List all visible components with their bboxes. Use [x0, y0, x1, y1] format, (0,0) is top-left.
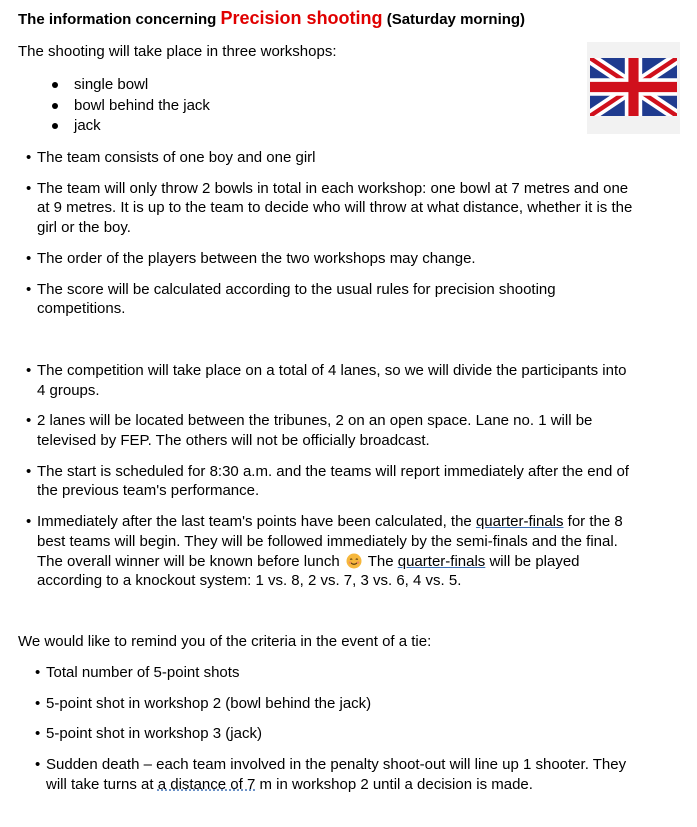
page-title: [18, 8, 525, 29]
rules-list: [24, 148, 634, 591]
list-item: • The competition will take place on a total of 4 lanes, so we will divide the participants into 4 groups.: [24, 361, 634, 400]
distance-term: a distance of 7: [157, 775, 256, 793]
list-item: • The score will be calculated according to the usual rules for precision shooting competitions.: [24, 280, 634, 319]
list-item: • The start is scheduled for 8:30 a.m. and the teams will report immediately after the end of the previous team's performance.: [24, 462, 634, 501]
list-item: jack: [50, 116, 210, 137]
list-item: single bowl: [50, 75, 210, 96]
list-item: • The team consists of one boy and one girl: [24, 148, 634, 168]
list-item: • The order of the players between the two workshops may change.: [24, 249, 634, 269]
workshop-list: [50, 75, 210, 137]
list-item: • 5-point shot in workshop 2 (bowl behind the jack): [34, 694, 634, 714]
list-item: bowl behind the jack: [50, 96, 210, 117]
list-item-finals: • Immediately after the last team's points have been calculated, the quarter-finals for the 8 best teams will begin. They will be followed immediately by the semi-finals and the final. The overall winner will be known before lunch The quarter-finals will be played according to a knockout system: 1 vs. 8, 2 vs. 7, 3 vs. 6, 4 vs. 5.: [24, 512, 634, 591]
tie-intro-text: We would like to remind you of the criteria in the event of a tie:: [18, 633, 432, 650]
list-item-sudden-death: • Sudden death – each team involved in the penalty shoot-out will line up 1 shooter. They will take turns at a distance of 7 m in workshop 2 until a decision is made.: [34, 755, 634, 794]
smiley-icon: [346, 553, 362, 569]
tie-criteria-list: [34, 663, 634, 806]
uk-flag-icon: [587, 42, 680, 134]
list-item: • The team will only throw 2 bowls in total in each workshop: one bowl at 7 metres and one at 9 metres. It is up to the team to decide who will throw at what distance, whether it is the girl or the boy.: [24, 179, 634, 238]
title-prefix: The information concerning: [18, 11, 221, 28]
intro-text: The shooting will take place in three workshops:: [18, 43, 337, 60]
quarter-finals-term: quarter-finals: [397, 552, 486, 570]
list-item: • Total number of 5-point shots: [34, 663, 634, 683]
title-highlight: Precision shooting: [220, 8, 383, 28]
list-item: • 2 lanes will be located between the tribunes, 2 on an open space. Lane no. 1 will be televised by FEP. The others will not be officially broadcast.: [24, 411, 634, 450]
quarter-finals-term: quarter-finals: [475, 513, 564, 531]
title-suffix: (Saturday morning): [382, 11, 526, 28]
list-item: • 5-point shot in workshop 3 (jack): [34, 724, 634, 744]
